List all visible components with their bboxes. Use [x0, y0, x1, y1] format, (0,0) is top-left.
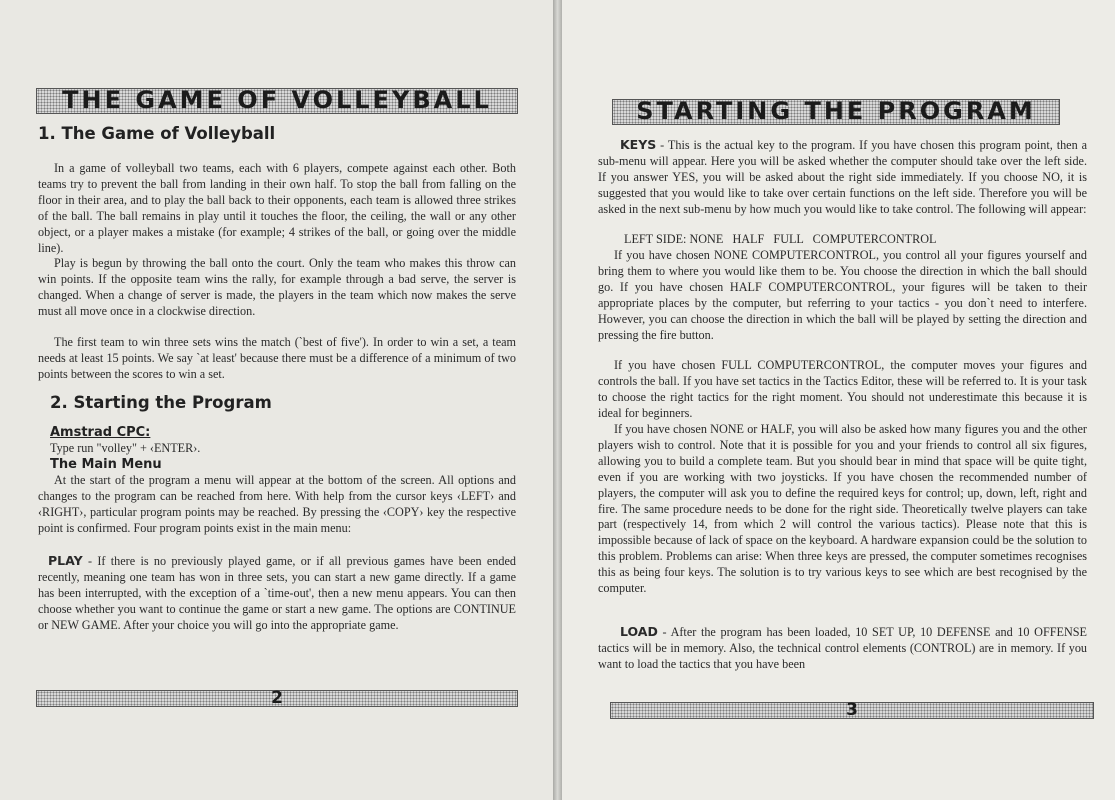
right-banner-title: STARTING THE PROGRAM [636, 97, 1036, 125]
amstrad-heading: Amstrad CPC: [50, 425, 151, 440]
section1-heading: 1. The Game of Volleyball [38, 124, 276, 143]
right-page [562, 0, 1115, 800]
section1-paragraph-1: In a game of volleyball two teams, each with 6 players, compete against each other. Both teams try to prevent the ball from landing in their own half. To stop the ball from falling on the floor in their area, and to play the ball back to their opponents, each team is allowed three strikes of the ball. The ball remains in play until it touches the floor, the ceiling, the wall or any other object, or a player makes a mistake (for example; 4 strikes of the ball, or going over the middle line). [38, 161, 516, 255]
main-menu-paragraph: At the start of the program a menu will appear at the bottom of the screen. All options and changes to the program can be reached from here. With help from the cursor keys ‹LEFT› and ‹RIGHT›, particular program points may be reached. By pressing the ‹COPY› key the respective point is confirmed. Four program points exist in the main menu: [38, 473, 516, 535]
half-paragraph: If you have chosen NONE or HALF, you will also be asked how many figures you and the other players wish to control. Note that it is possible for you and your friends to control all six figures, allowing you to build a complete team. But you should bear in mind that space will be quite tight, even if you are working with two joysticks. If you have chosen the recommended number of players, the computer will ask you to define the required keys for control; up, down, left, right and fire. The same procedure needs to be done for the right side. Theoretically twelve players can take part (respectively 14, from which 2 will control the various tactics). Please note that this is impossible because of lack of space on the keyboard. A hardware expansion could be the solution to this problem. Problems can arise: When three keys are pressed, the computer sometimes recognises this as being four keys. The solution is to try various keys to see which are best recognised by the computer. [598, 422, 1087, 596]
left-banner-title: THE GAME OF VOLLEYBALL [62, 86, 492, 114]
load-paragraph [598, 624, 1087, 673]
load-text: - After the program has been loaded, 10 SET UP, 10 DEFENSE and 10 OFFENSE tactics will be in memory. Also, the technical control elements (CONTROL) are in memory. If you want to load the tactics that you have been [598, 625, 1087, 671]
full-paragraph: If you have chosen FULL COMPUTERCONTROL, the computer moves your figures and controls the ball. If you have set tactics in the Tactics Editor, these will be referred to. It is your task to choose the right tactics for the right moment. You should not underestimate this because it is ideal for beginners. [598, 358, 1087, 420]
amstrad-instruction: Type run "volley" + ‹ENTER›. [50, 441, 201, 455]
right-banner [612, 99, 1060, 125]
options-line: LEFT SIDE: NONE HALF FULL COMPUTERCONTROL [624, 232, 937, 246]
book-spine [553, 0, 562, 800]
keys-text: - This is the actual key to the program. If you have chosen this program point, then a sub-menu will appear. Here you will be asked whether the computer should take over the left side. If you answer YES, you will be asked about the right side immediately. If you choose NO, it is suggested that you would like to take over certain functions on the left side. Therefore you will be asked in the next sub-menu by how much you would like to take control. The following will appear: [598, 138, 1087, 216]
play-text: - If there is no previously played game, or if all previous games have been ended recently, meaning one team has won in three sets, you can start a new game directly. If a game has been interrupted, with the exception of a `time-out', then a new menu appears. You can then choose whether you want to continue the game or start a new game. The options are CONTINUE or NEW GAME. After your choice you will go into the appropriate game. [38, 554, 516, 632]
left-banner [36, 88, 518, 114]
left-page-number: 2 [271, 688, 283, 708]
right-page-number-bar [610, 702, 1094, 719]
keys-paragraph [598, 137, 1087, 218]
load-keyword: LOAD [620, 624, 658, 639]
section1-paragraph-3: The first team to win three sets wins the match (`best of five'). In order to win a set, a team needs at least 15 points. We say `at least' because there must be a difference of a minimum of two points between the scores to win a set. [38, 335, 516, 381]
section2-heading: 2. Starting the Program [50, 393, 272, 412]
main-menu-heading: The Main Menu [50, 457, 162, 472]
keys-keyword: KEYS [620, 137, 657, 152]
play-keyword: PLAY [48, 553, 83, 568]
play-paragraph [38, 553, 516, 634]
none-paragraph: If you have chosen NONE COMPUTERCONTROL, you control all your figures yourself and bring them to where you would like them to be. You choose the direction in which the ball should go. If you have chosen HALF COMPUTERCONTROL, your figures will be taken to their appropriate places by the computer, but referring to your tactics - you don`t need to interfere. However, you can choose the direction in which the ball will be played by setting the direction and pressing the fire button. [598, 248, 1087, 342]
section1-paragraph-2: Play is begun by throwing the ball onto the court. Only the team who makes this throw can win points. If the opposite team wins the rally, for example through a bad serve, the server is changed. When a change of server is made, the players in the team which now makes the serve must all move once in a clockwise direction. [38, 256, 516, 318]
left-page [0, 0, 553, 800]
left-page-number-bar [36, 690, 518, 707]
right-page-number: 3 [846, 700, 858, 720]
